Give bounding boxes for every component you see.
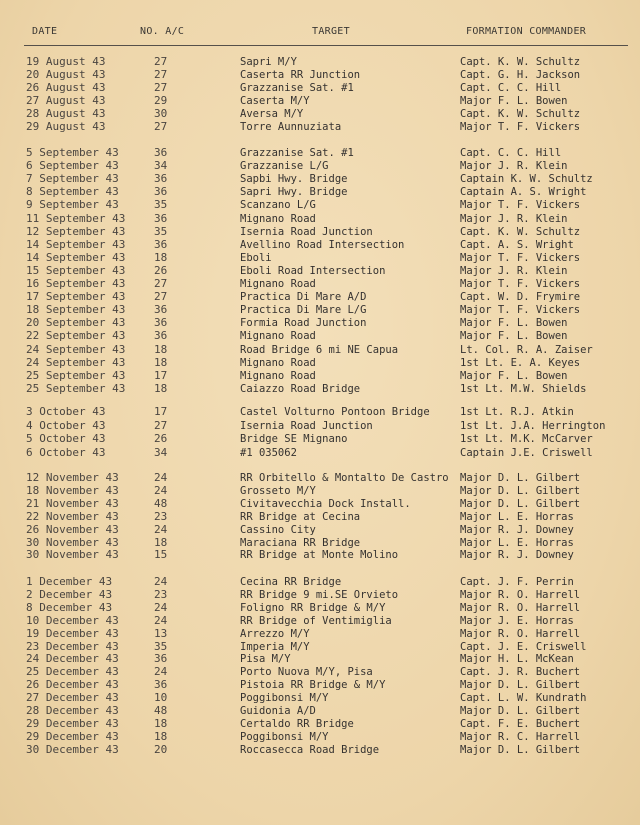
- commander-cell: Capt. J. E. Criswell: [460, 640, 587, 653]
- date-cell: 25 September 43: [26, 368, 126, 382]
- target-cell: Caiazzo Road Bridge: [240, 382, 361, 395]
- aircraft-count-cell: 18: [154, 535, 168, 549]
- commander-cell: Major R. J. Downey: [460, 523, 574, 536]
- target-cell: RR Bridge at Cecina: [240, 510, 361, 523]
- table-row: [0, 107, 640, 121]
- target-cell: Mignano Road: [240, 356, 316, 369]
- table-row: [0, 329, 640, 343]
- aircraft-count-cell: 17: [154, 405, 168, 418]
- table-row: [0, 198, 640, 212]
- table-row: [0, 251, 640, 265]
- target-cell: Isernia Road Junction: [240, 419, 373, 432]
- table-row: [0, 369, 640, 383]
- aircraft-count-cell: 35: [154, 198, 168, 212]
- table-row: [0, 212, 640, 226]
- date-cell: 12 September 43: [26, 224, 126, 238]
- commander-cell: 1st Lt. J.A. Herrington: [460, 419, 606, 432]
- target-cell: RR Bridge 9 mi.SE Orvieto: [240, 588, 399, 601]
- table-row: [0, 55, 640, 69]
- aircraft-count-cell: 23: [154, 587, 168, 601]
- commander-cell: 1st Lt. R.J. Atkin: [460, 406, 574, 418]
- aircraft-count-cell: 36: [154, 678, 168, 692]
- commander-cell: Major T. F. Vickers: [460, 199, 581, 212]
- target-cell: Sapri M/Y: [240, 56, 297, 68]
- target-cell: Sapbi Hwy. Bridge: [240, 173, 348, 186]
- table-row: [0, 185, 640, 199]
- target-cell: Road Bridge 6 mi NE Capua: [240, 343, 399, 356]
- commander-cell: Major L. E. Horras: [460, 510, 574, 523]
- target-cell: Grazzanise Sat. #1: [240, 82, 354, 94]
- commander-cell: Major R. O. Harrell: [460, 601, 581, 614]
- commander-cell: Major F. L. Bowen: [460, 95, 568, 107]
- aircraft-count-cell: 36: [154, 329, 168, 343]
- target-cell: Torre Aunnuziata: [240, 121, 342, 133]
- header-rule: [24, 45, 628, 46]
- date-cell: 27 December 43: [26, 691, 119, 705]
- commander-cell: Major T. F. Vickers: [460, 121, 581, 133]
- target-cell: Aversa M/Y: [240, 108, 304, 120]
- date-cell: 30 November 43: [26, 535, 119, 549]
- aircraft-count-cell: 27: [154, 290, 168, 304]
- table-row: [0, 484, 640, 498]
- commander-cell: Capt. K. W. Schultz: [460, 56, 581, 68]
- table-row: [0, 94, 640, 108]
- aircraft-count-cell: 26: [154, 432, 168, 445]
- commander-cell: Major D. L. Gilbert: [460, 472, 581, 484]
- table-row: [0, 446, 640, 460]
- target-cell: Maraciana RR Bridge: [240, 536, 361, 549]
- aircraft-count-cell: 34: [154, 159, 168, 173]
- aircraft-count-cell: 18: [154, 342, 168, 356]
- commander-cell: Major R. J. Downey: [460, 549, 574, 562]
- date-cell: 29 December 43: [26, 716, 119, 730]
- table-row: [0, 356, 640, 370]
- commander-cell: Capt. L. W. Kundrath: [460, 692, 587, 705]
- commander-cell: Major H. L. McKean: [460, 653, 574, 666]
- commander-cell: Major R. O. Harrell: [460, 588, 581, 601]
- aircraft-count-cell: 24: [154, 665, 168, 679]
- date-cell: 3 October 43: [26, 405, 106, 418]
- commander-cell: Captain J.E. Criswell: [460, 446, 593, 459]
- date-cell: 30 December 43: [26, 742, 119, 756]
- target-cell: Poggibonsi M/Y: [240, 692, 329, 705]
- date-cell: 22 September 43: [26, 329, 126, 343]
- aircraft-count-cell: 27: [154, 418, 168, 432]
- table-row: [0, 343, 640, 357]
- target-cell: Porto Nuova M/Y, Pisa: [240, 666, 373, 679]
- table-row: [0, 277, 640, 291]
- target-cell: Guidonia A/D: [240, 705, 316, 717]
- commander-cell: Major R. C. Harrell: [460, 730, 581, 743]
- date-cell: 29 August 43: [26, 120, 106, 133]
- date-cell: 23 December 43: [26, 639, 119, 653]
- target-cell: Caserta RR Junction: [240, 69, 361, 81]
- aircraft-count-cell: 27: [154, 55, 168, 68]
- date-cell: 26 December 43: [26, 678, 119, 692]
- target-cell: Bridge SE Mignano: [240, 433, 348, 445]
- table-row: [0, 264, 640, 278]
- commander-cell: Capt. G. H. Jackson: [460, 69, 581, 81]
- aircraft-count-cell: 24: [154, 483, 168, 497]
- commander-cell: 1st Lt. M.K. McCarver: [460, 433, 593, 445]
- commander-cell: Major D. L. Gilbert: [460, 484, 581, 497]
- commander-cell: Major J. R. Klein: [460, 212, 568, 225]
- target-cell: RR Bridge at Monte Molino: [240, 549, 399, 562]
- date-cell: 22 November 43: [26, 509, 119, 523]
- aircraft-count-cell: 24: [154, 522, 168, 536]
- target-cell: Practica Di Mare A/D: [240, 291, 367, 304]
- commander-cell: Major F. L. Bowen: [460, 330, 568, 343]
- aircraft-count-cell: 13: [154, 626, 168, 640]
- commander-cell: Capt. W. D. Frymire: [460, 291, 581, 304]
- date-cell: 7 September 43: [26, 172, 119, 186]
- aircraft-count-cell: 27: [154, 81, 168, 94]
- date-cell: 15 September 43: [26, 263, 126, 277]
- target-cell: Imperia M/Y: [240, 640, 310, 653]
- date-cell: 14 September 43: [26, 250, 126, 264]
- aircraft-count-cell: 26: [154, 263, 168, 277]
- date-cell: 26 August 43: [26, 81, 106, 94]
- table-row: [0, 717, 640, 731]
- header-formation-commander: FORMATION COMMANDER: [466, 26, 587, 37]
- aircraft-count-cell: 18: [154, 355, 168, 369]
- date-cell: 18 November 43: [26, 483, 119, 497]
- target-cell: Certaldo RR Bridge: [240, 717, 354, 730]
- table-row: [0, 471, 640, 485]
- commander-cell: Capt. J. R. Buchert: [460, 666, 581, 679]
- aircraft-count-cell: 36: [154, 652, 168, 666]
- date-cell: 11 September 43: [26, 211, 126, 225]
- aircraft-count-cell: 27: [154, 277, 168, 290]
- target-cell: Mignano Road: [240, 278, 316, 290]
- date-cell: 5 October 43: [26, 432, 106, 445]
- target-cell: RR Bridge of Ventimiglia: [240, 614, 392, 627]
- aircraft-count-cell: 17: [154, 368, 168, 382]
- aircraft-count-cell: 24: [154, 575, 168, 588]
- table-row: [0, 536, 640, 550]
- aircraft-count-cell: 34: [154, 445, 168, 459]
- aircraft-count-cell: 30: [154, 107, 168, 120]
- aircraft-count-cell: 18: [154, 729, 168, 743]
- table-row: [0, 497, 640, 511]
- target-cell: Scanzano L/G: [240, 199, 316, 212]
- target-cell: Cassino City: [240, 523, 316, 536]
- aircraft-count-cell: 36: [154, 172, 168, 186]
- commander-cell: Capt. C. C. Hill: [460, 147, 562, 159]
- aircraft-count-cell: 24: [154, 471, 168, 484]
- table-row: [0, 159, 640, 173]
- table-row: [0, 691, 640, 705]
- table-row: [0, 575, 640, 589]
- commander-cell: Capt. A. S. Wright: [460, 238, 574, 251]
- table-row: [0, 601, 640, 615]
- table-row: [0, 730, 640, 744]
- target-cell: Practica Di Mare L/G: [240, 304, 367, 317]
- target-cell: Eboli Road Intersection: [240, 264, 386, 277]
- table-row: [0, 290, 640, 304]
- aircraft-count-cell: 10: [154, 691, 168, 705]
- aircraft-count-cell: 29: [154, 94, 168, 107]
- aircraft-count-cell: 35: [154, 639, 168, 653]
- date-cell: 20 September 43: [26, 316, 126, 330]
- table-row: [0, 419, 640, 433]
- target-cell: Pistoia RR Bridge & M/Y: [240, 679, 386, 692]
- table-row: [0, 303, 640, 317]
- aircraft-count-cell: 36: [154, 211, 168, 225]
- table-row: [0, 68, 640, 82]
- commander-cell: Major T. F. Vickers: [460, 278, 581, 290]
- date-cell: 24 September 43: [26, 355, 126, 369]
- commander-cell: Major R. O. Harrell: [460, 627, 581, 640]
- date-cell: 12 November 43: [26, 471, 119, 484]
- table-row: [0, 316, 640, 330]
- table-row: [0, 172, 640, 186]
- target-cell: Grazzanise Sat. #1: [240, 147, 354, 159]
- date-cell: 1 December 43: [26, 575, 113, 588]
- target-cell: Grosseto M/Y: [240, 484, 316, 497]
- date-cell: 25 December 43: [26, 665, 119, 679]
- aircraft-count-cell: 18: [154, 381, 168, 395]
- target-cell: Foligno RR Bridge & M/Y: [240, 601, 386, 614]
- date-cell: 14 September 43: [26, 237, 126, 251]
- aircraft-count-cell: 27: [154, 68, 168, 81]
- aircraft-count-cell: 35: [154, 224, 168, 238]
- date-cell: 26 November 43: [26, 522, 119, 536]
- table-row: [0, 614, 640, 628]
- aircraft-count-cell: 36: [154, 237, 168, 251]
- aircraft-count-cell: 18: [154, 250, 168, 264]
- aircraft-count-cell: 15: [154, 548, 168, 562]
- date-cell: 4 October 43: [26, 418, 106, 432]
- commander-cell: Major T. F. Vickers: [460, 304, 581, 317]
- aircraft-count-cell: 36: [154, 146, 168, 159]
- date-cell: 6 September 43: [26, 159, 119, 173]
- date-cell: 18 September 43: [26, 303, 126, 317]
- table-row: [0, 238, 640, 252]
- target-cell: Roccasecca Road Bridge: [240, 743, 380, 756]
- target-cell: Isernia Road Junction: [240, 225, 373, 238]
- target-cell: RR Orbitello & Montalto De Castro: [240, 472, 449, 484]
- commander-cell: Captain A. S. Wright: [460, 186, 587, 199]
- target-cell: Cecina RR Bridge: [240, 576, 342, 588]
- table-row: [0, 120, 640, 134]
- table-row: [0, 640, 640, 654]
- aircraft-count-cell: 24: [154, 600, 168, 614]
- commander-cell: Major L. E. Horras: [460, 536, 574, 549]
- aircraft-count-cell: 36: [154, 303, 168, 317]
- commander-cell: Lt. Col. R. A. Zaiser: [460, 343, 593, 356]
- commander-cell: Major F. L. Bowen: [460, 317, 568, 330]
- date-cell: 30 November 43: [26, 548, 119, 562]
- commander-cell: Major D. L. Gilbert: [460, 743, 581, 756]
- aircraft-count-cell: 48: [154, 704, 168, 717]
- commander-cell: Captain K. W. Schultz: [460, 173, 593, 186]
- table-row: [0, 678, 640, 692]
- aircraft-count-cell: 18: [154, 716, 168, 730]
- table-row: [0, 627, 640, 641]
- aircraft-count-cell: 48: [154, 496, 168, 510]
- date-cell: 5 September 43: [26, 146, 119, 159]
- date-cell: 17 September 43: [26, 290, 126, 304]
- commander-cell: 1st Lt. E. A. Keyes: [460, 356, 581, 369]
- table-row: [0, 523, 640, 537]
- commander-cell: Major D. L. Gilbert: [460, 705, 581, 717]
- table-row: [0, 743, 640, 757]
- table-row: [0, 81, 640, 95]
- commander-cell: Capt. J. F. Perrin: [460, 576, 574, 588]
- target-cell: Castel Volturno Pontoon Bridge: [240, 406, 430, 418]
- target-cell: Sapri Hwy. Bridge: [240, 186, 348, 199]
- commander-cell: Major J. R. Klein: [460, 160, 568, 173]
- aircraft-count-cell: 23: [154, 509, 168, 523]
- target-cell: Grazzanise L/G: [240, 160, 329, 173]
- header-no-ac: NO. A/C: [140, 26, 185, 37]
- commander-cell: Major D. L. Gilbert: [460, 497, 581, 510]
- date-cell: 2 December 43: [26, 587, 113, 601]
- date-cell: 24 December 43: [26, 652, 119, 666]
- target-cell: Caserta M/Y: [240, 95, 310, 107]
- table-row: [0, 405, 640, 419]
- date-cell: 25 September 43: [26, 381, 126, 395]
- date-cell: 28 December 43: [26, 704, 119, 717]
- date-cell: 8 December 43: [26, 600, 113, 614]
- header-date: DATE: [32, 26, 58, 37]
- target-cell: Pisa M/Y: [240, 653, 291, 666]
- commander-cell: Major J. R. Klein: [460, 264, 568, 277]
- commander-cell: Capt. C. C. Hill: [460, 82, 562, 94]
- table-row: [0, 225, 640, 239]
- commander-cell: Capt. F. E. Buchert: [460, 717, 581, 730]
- commander-cell: Major T. F. Vickers: [460, 251, 581, 264]
- commander-cell: 1st Lt. M.W. Shields: [460, 382, 587, 395]
- commander-cell: Major D. L. Gilbert: [460, 679, 581, 692]
- date-cell: 27 August 43: [26, 94, 106, 107]
- commander-cell: Capt. K. W. Schultz: [460, 225, 581, 238]
- target-cell: Civitavecchia Dock Install.: [240, 497, 411, 510]
- table-row: [0, 548, 640, 562]
- target-cell: Eboli: [240, 251, 272, 264]
- table-row: [0, 704, 640, 718]
- target-cell: Poggibonsi M/Y: [240, 730, 329, 743]
- date-cell: 24 September 43: [26, 342, 126, 356]
- target-cell: Avellino Road Intersection: [240, 238, 405, 251]
- aircraft-count-cell: 24: [154, 613, 168, 627]
- table-row: [0, 588, 640, 602]
- target-cell: Mignano Road: [240, 212, 316, 225]
- target-cell: Mignano Road: [240, 330, 316, 343]
- target-cell: Mignano Road: [240, 369, 316, 382]
- aircraft-count-cell: 36: [154, 185, 168, 199]
- table-row: [0, 432, 640, 446]
- date-cell: 29 December 43: [26, 729, 119, 743]
- date-cell: 6 October 43: [26, 445, 106, 459]
- date-cell: 8 September 43: [26, 185, 119, 199]
- target-cell: Arrezzo M/Y: [240, 627, 310, 640]
- target-cell: Formia Road Junction: [240, 317, 367, 330]
- table-row: [0, 146, 640, 160]
- date-cell: 9 September 43: [26, 198, 119, 212]
- header-target: TARGET: [312, 26, 350, 37]
- table-row: [0, 665, 640, 679]
- date-cell: 10 December 43: [26, 613, 119, 627]
- commander-cell: Major J. E. Horras: [460, 614, 574, 627]
- date-cell: 19 August 43: [26, 55, 106, 68]
- aircraft-count-cell: 36: [154, 316, 168, 330]
- aircraft-count-cell: 20: [154, 742, 168, 756]
- commander-cell: Capt. K. W. Schultz: [460, 108, 581, 120]
- target-cell: #1 035062: [240, 446, 297, 459]
- aircraft-count-cell: 27: [154, 120, 168, 133]
- date-cell: 19 December 43: [26, 626, 119, 640]
- table-row: [0, 510, 640, 524]
- date-cell: 28 August 43: [26, 107, 106, 120]
- date-cell: 20 August 43: [26, 68, 106, 81]
- table-row: [0, 382, 640, 396]
- table-row: [0, 652, 640, 666]
- date-cell: 21 November 43: [26, 496, 119, 510]
- commander-cell: Major F. L. Bowen: [460, 369, 568, 382]
- date-cell: 16 September 43: [26, 277, 126, 290]
